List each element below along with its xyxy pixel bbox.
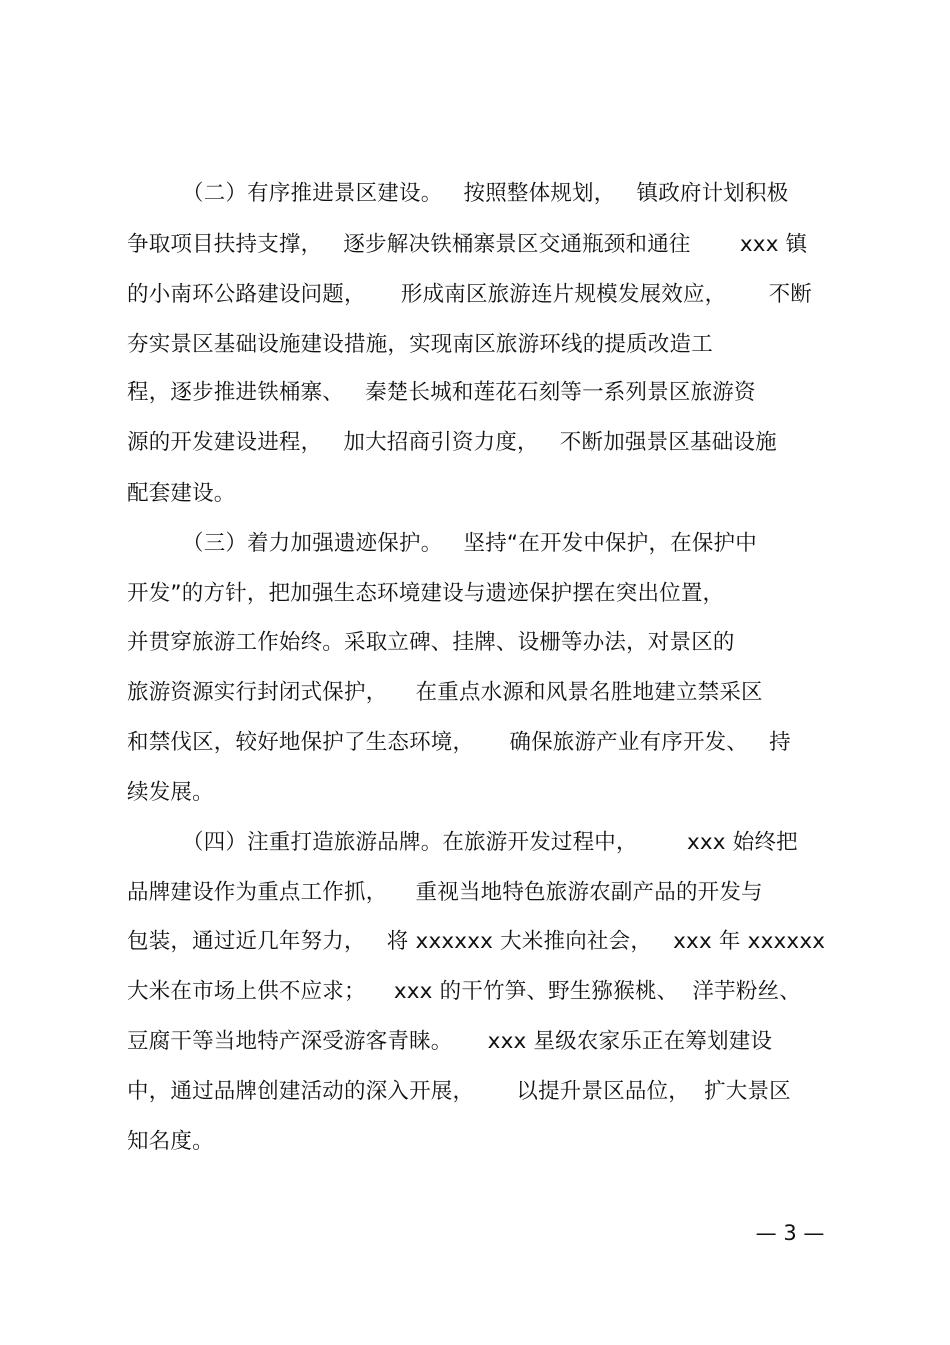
page-number: — 3 — [755, 1221, 825, 1245]
text-line: 源的开发建设进程， 加大招商引资力度， 不断加强景区基础设施 [127, 430, 777, 455]
text-line: 中，通过品牌创建活动的深入开展， 以提升景区品位， 扩大景区 [127, 1079, 791, 1104]
text-line: 品牌建设作为重点工作抓， 重视当地特色旅游农副产品的开发与 [127, 880, 763, 905]
text-line: 豆腐干等当地特产深受游客青睐。 xxx 星级农家乐正在筹划建设 [127, 1029, 773, 1054]
text-line: 知名度。 [127, 1129, 214, 1154]
text-line: 包装，通过近几年努力， 将 xxxxxx 大米推向社会， xxx 年 xxxxxx [127, 929, 826, 954]
text-line: 配套建设。 [127, 481, 236, 506]
text-line: （四）注重打造旅游品牌。在旅游开发过程中， xxx 始终把 [182, 830, 798, 855]
text-line: 开发”的方针，把加强生态环境建设与遗迹保护摆在突出位置， [127, 581, 725, 606]
text-line: 程，逐步推进铁桶寨、 秦楚长城和莲花石刻等一系列景区旅游资 [127, 380, 756, 405]
text-line: 续发展。 [127, 780, 214, 805]
text-line: （三）着力加强遗迹保护。 坚持“在开发中保护，在保护中 [182, 531, 757, 556]
text-line: （二）有序推进景区建设。 按照整体规划， 镇政府计划积极 [182, 181, 789, 206]
text-line: 和禁伐区，较好地保护了生态环境， 确保旅游产业有序开发、 持 [127, 730, 791, 755]
text-line: 旅游资源实行封闭式保护， 在重点水源和风景名胜地建立禁采区 [127, 680, 763, 705]
text-line: 争取项目扶持支撑， 逐步解决铁桶寨景区交通瓶颈和通往 xxx 镇 [127, 232, 808, 257]
text-line: 的小南环公路建设问题， 形成南区旅游连片规模发展效应， 不断 [127, 282, 812, 307]
text-line: 并贯穿旅游工作始终。采取立碑、挂牌、设栅等办法，对景区的 [127, 630, 735, 655]
text-line: 大米在市场上供不应求； xxx 的干竹笋、野生猕猴桃、 洋芋粉丝、 [127, 979, 801, 1004]
text-line: 夯实景区基础设施建设措施，实现南区旅游环线的提质改造工 [127, 332, 713, 357]
